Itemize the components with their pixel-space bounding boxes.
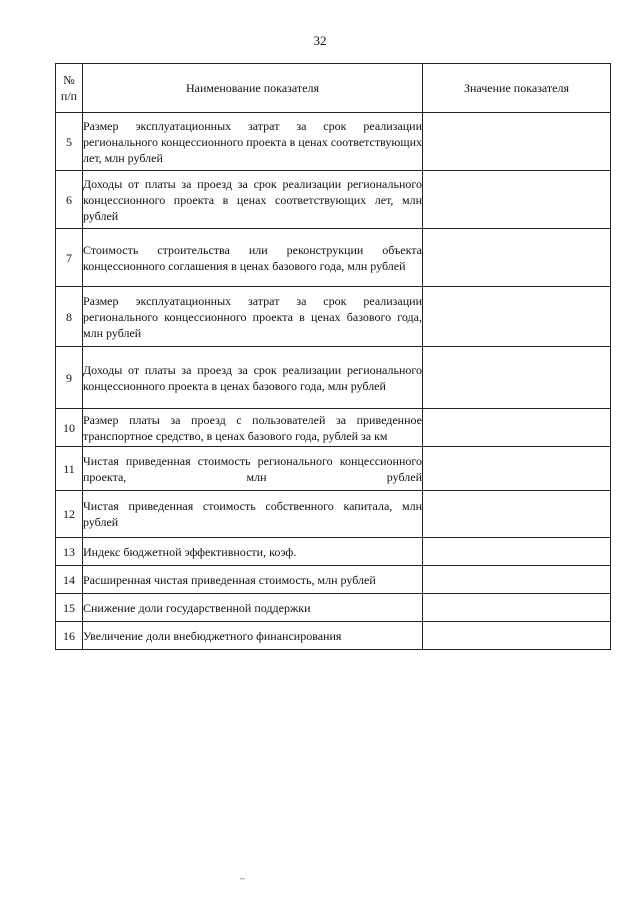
row-number: 16 — [56, 622, 83, 650]
row-indicator-name: Снижение доли государственной поддержки — [83, 594, 423, 622]
row-number: 13 — [56, 538, 83, 566]
table-row — [56, 347, 611, 409]
row-indicator-value — [423, 171, 611, 229]
table-row — [56, 622, 611, 650]
row-number: 6 — [56, 171, 83, 229]
row-indicator-name: Увеличение доли внебюджетного финансирования — [83, 622, 423, 650]
row-indicator-value — [423, 566, 611, 594]
row-number: 12 — [56, 491, 83, 538]
table-row — [56, 229, 611, 287]
row-indicator-name: Размер эксплуатационных затрат за срок реализации регионального концессионного проекта в ценах соответствующих лет, млн рублей — [83, 113, 423, 171]
row-number: 5 — [56, 113, 83, 171]
row-indicator-value — [423, 447, 611, 491]
table-row — [56, 594, 611, 622]
row-indicator-name: Доходы от платы за проезд за срок реализации регионального концессионного проекта в ценах соответствующих лет, млн рублей — [83, 171, 423, 229]
row-indicator-name: Размер платы за проезд с пользователей за приведенное транспортное средство, в ценах базового года, рублей за км — [83, 409, 423, 447]
row-indicator-value — [423, 409, 611, 447]
table-row — [56, 566, 611, 594]
row-number: 10 — [56, 409, 83, 447]
row-number: 15 — [56, 594, 83, 622]
row-indicator-value — [423, 491, 611, 538]
row-indicator-value — [423, 594, 611, 622]
row-indicator-value — [423, 622, 611, 650]
row-indicator-name: Расширенная чистая приведенная стоимость, млн рублей — [83, 566, 423, 594]
row-indicator-value — [423, 347, 611, 409]
row-number: 11 — [56, 447, 83, 491]
row-indicator-value — [423, 538, 611, 566]
table-row — [56, 447, 611, 491]
header-indicator-value: Значение показателя — [423, 64, 611, 113]
row-number: 7 — [56, 229, 83, 287]
page-number: 32 — [313, 33, 327, 48]
row-indicator-value — [423, 287, 611, 347]
row-indicator-name: Чистая приведенная стоимость регионального концессионного проекта, млн рублей — [83, 447, 423, 491]
table-row — [56, 171, 611, 229]
table-row — [56, 538, 611, 566]
row-number: 14 — [56, 566, 83, 594]
table-row — [56, 287, 611, 347]
row-indicator-name: Стоимость строительства или реконструкции объекта концессионного соглашения в ценах базового года, млн рублей — [83, 229, 423, 287]
row-indicator-name: Индекс бюджетной эффективности, коэф. — [83, 538, 423, 566]
table-header-row — [56, 64, 611, 113]
row-indicator-name: Размер эксплуатационных затрат за срок реализации регионального концессионного проекта в ценах базового года, млн рублей — [83, 287, 423, 347]
indicators-table — [55, 63, 611, 650]
table-row — [56, 409, 611, 447]
scan-mark: ~ — [240, 874, 245, 884]
table-row — [56, 491, 611, 538]
table-row — [56, 113, 611, 171]
header-number: № п/п — [56, 64, 83, 113]
header-indicator-name: Наименование показателя — [83, 64, 423, 113]
row-number: 9 — [56, 347, 83, 409]
row-indicator-value — [423, 113, 611, 171]
row-indicator-name: Чистая приведенная стоимость собственного капитала, млн рублей — [83, 491, 423, 538]
row-indicator-value — [423, 229, 611, 287]
row-indicator-name: Доходы от платы за проезд за срок реализации регионального концессионного проекта в ценах базового года, млн рублей — [83, 347, 423, 409]
row-number: 8 — [56, 287, 83, 347]
